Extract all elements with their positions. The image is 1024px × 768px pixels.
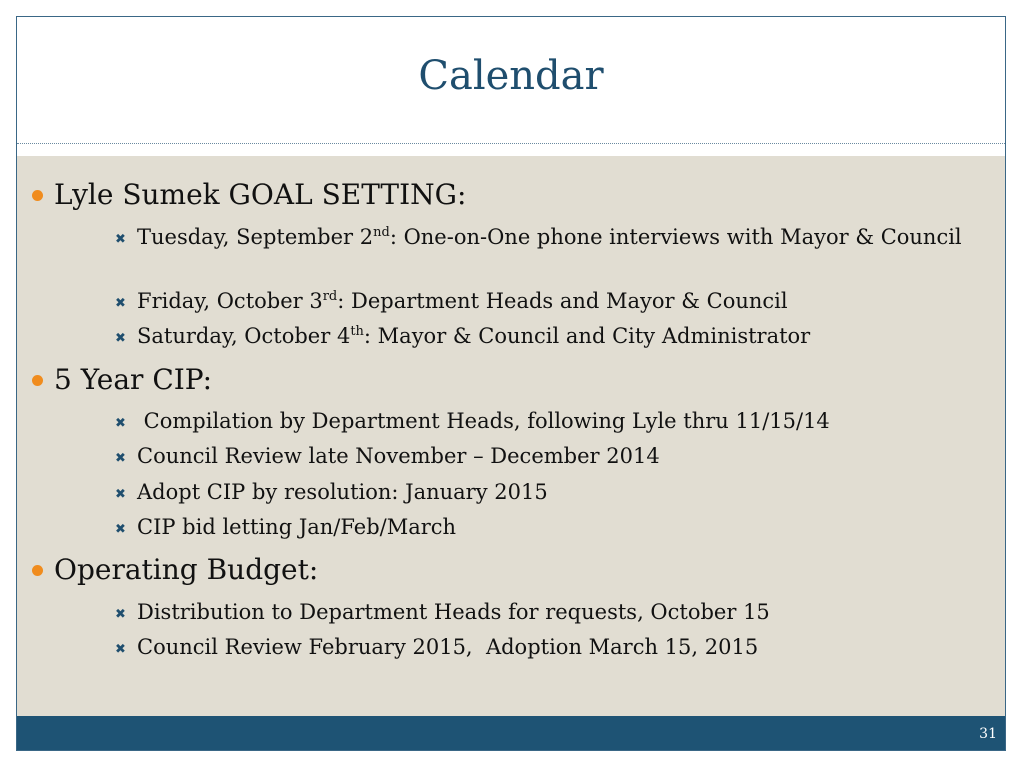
sub-bullet-item — [115, 443, 997, 469]
item-superscript: nd — [373, 225, 390, 240]
cross-star-icon: ✖ — [115, 331, 126, 346]
item-superscript: th — [350, 324, 364, 339]
slide-title: Calendar — [418, 53, 604, 99]
sub-bullet-item — [115, 479, 997, 505]
heading-text: Operating Budget: — [54, 553, 319, 586]
cross-star-icon: ✖ — [115, 296, 126, 311]
orange-dot-icon — [32, 375, 43, 386]
sub-bullet-item — [115, 599, 997, 625]
sub-bullet-item — [115, 224, 997, 250]
cross-star-icon: ✖ — [115, 416, 126, 431]
item-text: Distribution to Department Heads for requests, October 15 — [137, 600, 770, 624]
sub-bullet-item — [115, 323, 997, 349]
item-text: Friday, October 3 — [137, 289, 323, 313]
item-text: Compilation by Department Heads, following Lyle thru 11/15/14 — [137, 409, 830, 433]
title-divider — [17, 143, 1005, 144]
slide-frame — [16, 16, 1006, 751]
cross-star-icon: ✖ — [115, 642, 126, 657]
page-number: 31 — [979, 726, 997, 742]
cross-star-icon: ✖ — [115, 451, 126, 466]
orange-dot-icon — [32, 190, 43, 201]
item-text-rest: : Mayor & Council and City Administrator — [363, 324, 811, 348]
sub-bullet-item — [115, 288, 997, 314]
item-text: Saturday, October 4 — [137, 324, 351, 348]
cross-star-icon: ✖ — [115, 232, 126, 247]
item-text: CIP bid letting Jan/Feb/March — [137, 515, 457, 539]
title-area — [17, 17, 1005, 142]
content-area — [17, 156, 1005, 716]
item-text-rest: : One-on-One phone interviews with Mayor & Council — [389, 225, 962, 249]
footer-bar — [17, 716, 1005, 750]
bullet-heading-operating-budget — [54, 553, 318, 586]
cross-star-icon: ✖ — [115, 607, 126, 622]
item-text-rest: : Department Heads and Mayor & Council — [337, 289, 788, 313]
heading-text: 5 Year CIP: — [54, 363, 213, 396]
item-text: Council Review February 2015, Adoption March 15, 2015 — [137, 635, 759, 659]
item-text: Tuesday, September 2 — [137, 225, 374, 249]
bullet-heading-goal-setting — [54, 178, 466, 211]
item-superscript: rd — [322, 289, 338, 304]
sub-bullet-item — [115, 514, 997, 540]
sub-bullet-item — [115, 408, 997, 434]
sub-bullet-item — [115, 634, 997, 660]
cross-star-icon: ✖ — [115, 487, 126, 502]
bullet-heading-cip — [54, 363, 212, 396]
orange-dot-icon — [32, 565, 43, 576]
item-text: Council Review late November – December 2014 — [137, 444, 660, 468]
cross-star-icon: ✖ — [115, 522, 126, 537]
item-text: Adopt CIP by resolution: January 2015 — [137, 480, 548, 504]
heading-text: Lyle Sumek GOAL SETTING: — [54, 178, 467, 211]
